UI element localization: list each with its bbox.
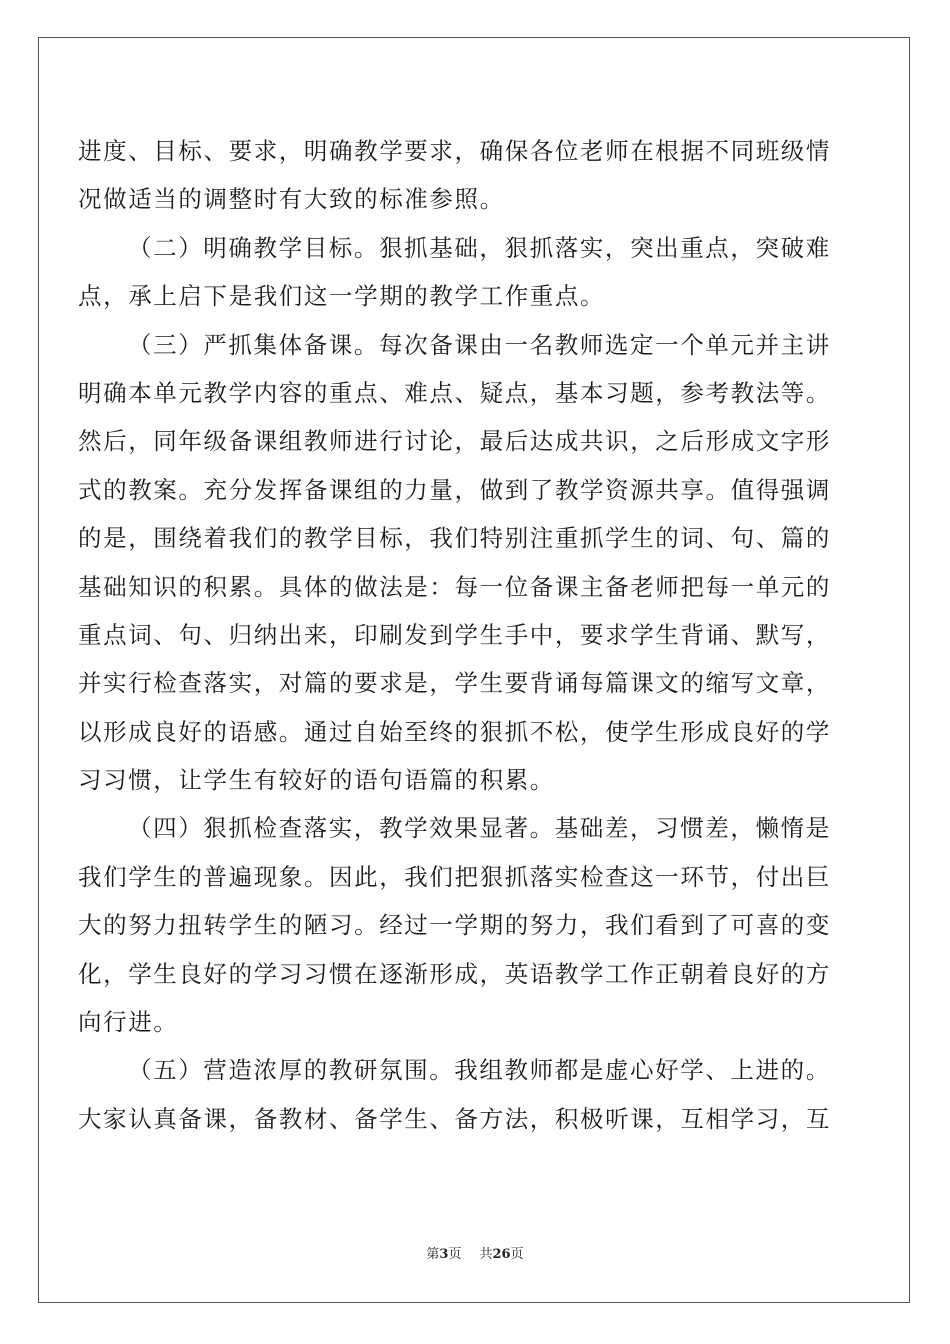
text-line: 然后，同年级备课组教师进行讨论，最后达成共识，之后形成文字形 — [78, 427, 831, 456]
text-line: 点，承上启下是我们这一学期的教学工作重点。 — [78, 282, 606, 311]
text-line: 大家认真备课，备教材、备学生、备方法，积极听课，互相学习，互 — [78, 1104, 831, 1133]
text-line: 习习惯，让学生有较好的语句语篇的积累。 — [78, 766, 555, 795]
text-line: 以形成良好的语感。通过自始至终的狠抓不松，使学生形成良好的学 — [78, 717, 831, 746]
page-number: 3 — [439, 1247, 449, 1262]
text-line: 大的努力扭转学生的陋习。经过一学期的努力，我们看到了可喜的变 — [78, 911, 831, 940]
page-prefix: 第 — [426, 1247, 440, 1262]
total-suffix: 页 — [510, 1247, 524, 1262]
page-footer — [0, 1247, 950, 1263]
text-line: 并实行检查落实，对篇的要求是，学生要背诵每篇课文的缩写文章， — [78, 669, 831, 698]
paragraph-start-line: （三）严抓集体备课。每次备课由一名教师选定一个单元并主讲 — [128, 330, 831, 359]
text-line: 我们学生的普遍现象。因此，我们把狠抓落实检查这一环节，付出巨 — [78, 862, 831, 891]
text-line: 重点词、句、归纳出来，印刷发到学生手中，要求学生背诵、默写， — [78, 620, 831, 649]
text-line: 明确本单元教学内容的重点、难点、疑点，基本习题，参考教法等。 — [78, 378, 831, 407]
paragraph-start-line: （四）狠抓检查落实，教学效果显著。基础差，习惯差，懒惰是 — [128, 814, 831, 843]
text-line: 向行进。 — [78, 1008, 179, 1037]
text-line: 式的教案。充分发挥备课组的力量，做到了教学资源共享。值得强调 — [78, 475, 831, 504]
text-line: 基础知识的积累。具体的做法是：每一位备课主备老师把每一单元的 — [78, 572, 831, 601]
paragraph-start-line: （二）明确教学目标。狠抓基础，狠抓落实，突出重点，突破难 — [128, 233, 831, 262]
text-line: 况做适当的调整时有大致的标准参照。 — [78, 185, 505, 214]
document-body — [78, 127, 838, 1143]
text-line: 进度、目标、要求，明确教学要求，确保各位老师在根据不同班级情 — [78, 137, 831, 165]
paragraph-start-line: （五）营造浓厚的教研氛围。我组教师都是虚心好学、上进的。 — [128, 1056, 831, 1085]
text-line: 的是，围绕着我们的教学目标，我们特别注重抓学生的词、句、篇的 — [78, 524, 831, 553]
page-suffix: 页 — [448, 1247, 462, 1262]
total-prefix: 共 — [479, 1247, 493, 1262]
total-pages: 26 — [492, 1247, 511, 1262]
text-line: 化，学生良好的学习习惯在逐渐形成，英语教学工作正朝着良好的方 — [78, 959, 831, 988]
